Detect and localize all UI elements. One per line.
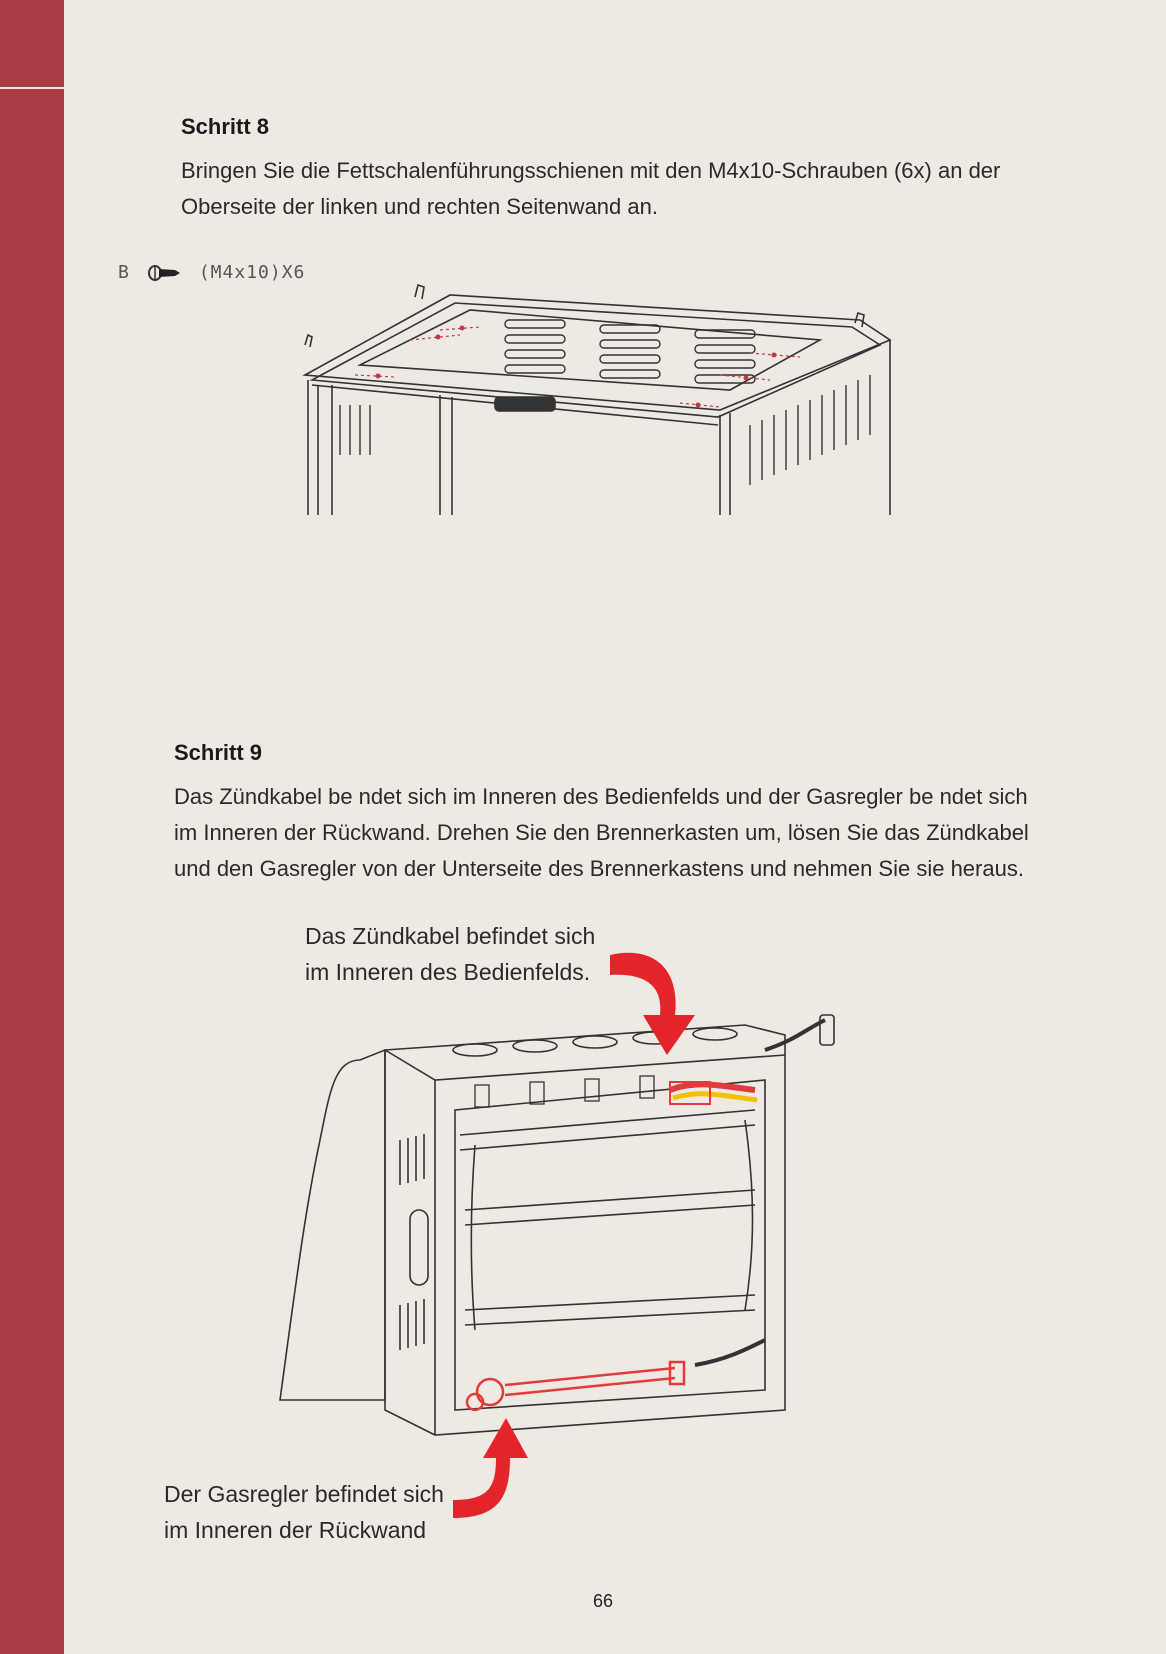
step8-heading: Schritt 8 [181, 114, 270, 139]
frame-illustration [300, 285, 900, 517]
step8-instructions [181, 153, 1000, 225]
part-quantity: (M4x10)X6 [198, 262, 306, 283]
callout-line: im Inneren der Rückwand [164, 1517, 427, 1543]
page-number: 66 [592, 1591, 614, 1611]
parts-label [118, 262, 305, 283]
burner-box-illustration [275, 1010, 875, 1450]
sidebar-band [0, 0, 64, 1654]
step8-line: Oberseite der linken und rechten Seitenwand an. [181, 194, 658, 219]
step9-line: im Inneren der Rückwand. Drehen Sie den Brennerkasten um, lösen Sie das Zündkabel [174, 820, 1029, 845]
step8-line: Bringen Sie die Fettschalenführungsschienen mit den M4x10-Schrauben (6x) an der [181, 158, 1001, 183]
callout-line: im Inneren des Bedienfelds. [305, 959, 591, 985]
part-letter: B [118, 262, 129, 283]
step9-line: und den Gasregler von der Unterseite des Brennerkastens und nehmen Sie sie heraus. [174, 856, 1024, 881]
step9-heading: Schritt 9 [174, 740, 263, 765]
step9-line: Das Zündkabel be ndet sich im Inneren des Bedienfelds und der Gasregler be ndet sich [174, 784, 1028, 809]
callout-ignition-cable [305, 918, 595, 990]
callout-line: Das Zündkabel befindet sich [305, 923, 596, 949]
step9-instructions [174, 779, 1029, 887]
sidebar-divider [0, 87, 64, 89]
callout-line: Der Gasregler befindet sich [164, 1481, 444, 1507]
screw-icon [147, 263, 181, 283]
arrow-up-icon [448, 1408, 538, 1528]
arrow-down-icon [605, 945, 715, 1065]
callout-gas-regulator [164, 1476, 444, 1548]
